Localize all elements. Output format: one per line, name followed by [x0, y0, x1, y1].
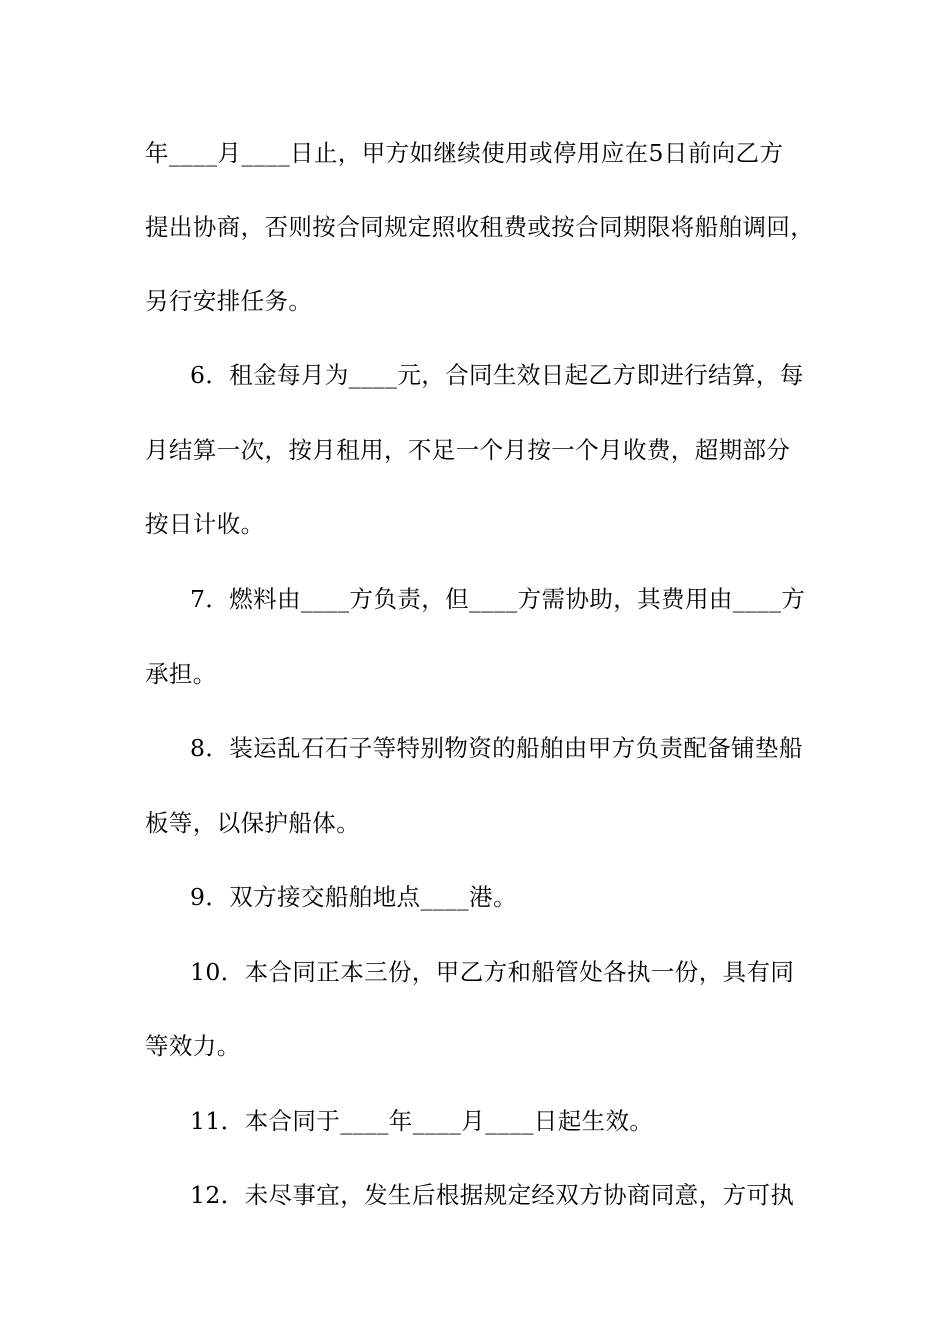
clause-7-line-1: 7．燃料由____方负责，但____方需协助，其费用由____方 — [190, 585, 806, 613]
text-line-2: 提出协商，否则按合同规定照收租费或按合同期限将船舶调回， — [145, 213, 815, 241]
clause-8-line-2: 板等，以保护船体。 — [145, 809, 361, 837]
text-line-1: 年____月____日止，甲方如继续使用或停用应在5日前向乙方 — [145, 139, 784, 167]
clause-6-line-1: 6．租金每月为____元，合同生效日起乙方即进行结算，每 — [190, 361, 804, 389]
clause-9-line-1: 9．双方接交船舶地点____港。 — [190, 883, 517, 911]
text-line-3: 另行安排任务。 — [145, 287, 313, 315]
clause-6-line-3: 按日计收。 — [145, 510, 265, 538]
clause-10-line-1: 10．本合同正本三份，甲乙方和船管处各执一份，具有同 — [190, 958, 795, 986]
clause-11-line-1: 11．本合同于____年____月____日起生效。 — [190, 1107, 654, 1135]
clause-10-line-2: 等效力。 — [145, 1032, 241, 1060]
clause-8-line-1: 8．装运乱石石子等特别物资的船舶由甲方负责配备铺垫船 — [190, 734, 803, 762]
clause-12-line-1: 12．未尽事宜，发生后根据规定经双方协商同意，方可执 — [190, 1181, 795, 1209]
clause-6-line-2: 月结算一次，按月租用，不足一个月按一个月收费，超期部分 — [145, 436, 791, 464]
clause-7-line-2: 承担。 — [145, 660, 217, 688]
